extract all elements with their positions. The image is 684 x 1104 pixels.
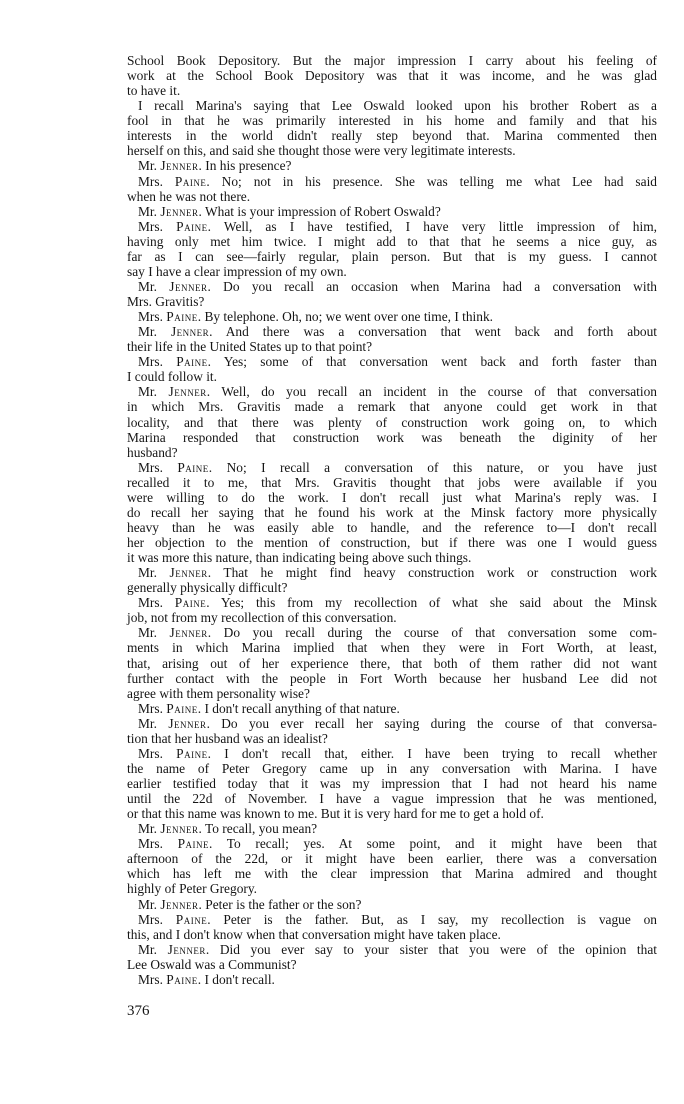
line-text: husband? [127, 444, 178, 460]
line-text: the name of Peter Gregory came up in any conversation with Marina. I have [127, 760, 657, 776]
text-line [127, 821, 657, 836]
text-line [127, 881, 657, 896]
text-line [127, 671, 657, 686]
line-text: Marina responded that construction work was beneath the diginity of her [127, 429, 657, 445]
speaker-label: Mr. Jenner. [138, 896, 206, 912]
text-line [127, 174, 657, 189]
text-line [127, 912, 657, 927]
text-line [127, 189, 657, 204]
text-line [127, 716, 657, 731]
speaker-label: Mrs. Paine. [138, 218, 224, 234]
speaker-name: Jenner [167, 941, 206, 957]
text-line [127, 701, 657, 716]
text-line [127, 550, 657, 565]
text-line [127, 113, 657, 128]
line-text: recalled it to me, that Mrs. Gravitis thought that jobs were available if you [127, 474, 657, 490]
speaker-label: Mr. Jenner. [138, 158, 206, 174]
speaker-name: Paine [177, 836, 210, 852]
page-number: 376 [127, 1003, 150, 1019]
line-text: I could follow it. [127, 369, 218, 385]
text-line [127, 68, 657, 83]
line-text: having only met him twice. I might add to that that he seems a nice guy, as [127, 233, 657, 249]
line-text: I don't recall anything of that nature. [204, 700, 400, 716]
text-line [127, 972, 657, 987]
line-text: Do you recall an occasion when Marina had a conversation with [223, 278, 657, 294]
line-text: her objection to the mention of construction, but if there was one I would guess [127, 535, 657, 550]
text-line [127, 897, 657, 912]
line-text: That he might find heavy construction work or construction work [223, 565, 657, 581]
speaker-label: Mr. Jenner. [138, 384, 222, 400]
speaker-title: Mrs. [138, 459, 178, 475]
speaker-paragraph [127, 354, 657, 384]
line-text: to have it. [127, 83, 181, 99]
text-line [127, 761, 657, 776]
speaker-name: Paine [176, 745, 208, 761]
text-line [127, 53, 657, 68]
line-text: further contact with the people in Fort Worth because her husband Lee did not [127, 670, 657, 686]
text-line [127, 158, 657, 173]
line-text: generally physically difficult? [127, 580, 288, 596]
speaker-title: Mr. [138, 278, 170, 294]
speaker-paragraph [127, 595, 657, 625]
text-line [127, 640, 657, 655]
speaker-paragraph [127, 897, 657, 912]
speaker-paragraph [127, 219, 657, 279]
speaker-label: Mrs. Paine. [138, 459, 227, 475]
line-text: Well, do you recall an incident in the course of that conversation [221, 384, 657, 400]
text-line [127, 83, 657, 98]
speaker-name: Paine [166, 971, 198, 987]
text-line [127, 957, 657, 972]
speaker-label: Mr. Jenner. [138, 565, 224, 581]
line-text: work at the School Book Depository was that it was income, and he was glad [127, 68, 657, 84]
speaker-label: Mrs. Paine. [138, 911, 224, 927]
line-text: or that this name was known to me. But it is very hard for me to get a hold of. [127, 806, 544, 822]
speaker-label: Mr. Jenner. [138, 324, 226, 340]
line-text: Do you recall during the course of that conversation some com- [223, 625, 658, 641]
speaker-label: Mr. Jenner. [138, 203, 206, 219]
speaker-paragraph [127, 746, 657, 821]
text-line [127, 927, 657, 942]
text-line [127, 942, 657, 957]
line-text: School Book Depository. But the major impression I carry about his feeling of [127, 53, 657, 68]
speaker-name: Paine [176, 218, 208, 234]
speaker-title: Mr. [138, 384, 169, 400]
text-line [127, 234, 657, 249]
speaker-paragraph [127, 565, 657, 595]
speaker-paragraph [127, 279, 657, 309]
speaker-name: Jenner [169, 565, 208, 581]
text-line [127, 219, 657, 234]
text-line [127, 686, 657, 701]
line-text: tion that her husband was an idealist? [127, 730, 328, 746]
line-text: say I have a clear impression of my own. [127, 263, 347, 279]
speaker-title: Mrs. [138, 911, 176, 927]
line-text: their life in the United States up to that point? [127, 339, 373, 355]
speaker-paragraph [127, 309, 657, 324]
speaker-label: Mrs. Paine. [138, 595, 221, 611]
line-text: until the 22d of November. I have a vague impression that he was mentioned, [127, 791, 657, 807]
text-line [127, 580, 657, 595]
speaker-title: Mrs. [138, 173, 175, 189]
text-line [127, 836, 657, 851]
text-line [127, 520, 657, 535]
text-line [127, 565, 657, 580]
line-text: do recall her saying that he found his work at the Minsk factory more physically [127, 504, 657, 520]
text-line [127, 128, 657, 143]
speaker-label: Mr. Jenner. [138, 941, 220, 957]
text-line [127, 731, 657, 746]
speaker-paragraph [127, 158, 657, 173]
text-line [127, 98, 657, 113]
speaker-title: Mrs. [138, 354, 177, 370]
speaker-name: Paine [177, 459, 209, 475]
line-text: locality, and that there was plenty of construction work going on, to which [127, 414, 657, 430]
speaker-title: Mrs. [138, 595, 175, 611]
text-line [127, 249, 657, 264]
line-text: No; I recall a conversation of this nature, or you have just [226, 459, 657, 475]
line-text: Mrs. Gravitis? [127, 294, 205, 309]
line-text: were willing to do the work. I don't recall just what Marina's reply was. I [127, 489, 657, 505]
speaker-paragraph [127, 174, 657, 204]
text-line [127, 415, 657, 430]
speaker-title: Mrs. [138, 218, 177, 234]
speaker-paragraph [127, 972, 657, 987]
speaker-paragraph [127, 836, 657, 896]
text-line [127, 430, 657, 445]
speaker-label: Mr. Jenner. [138, 821, 206, 837]
line-text: And there was a conversation that went back and forth about [225, 324, 657, 340]
speaker-paragraph [127, 324, 657, 354]
speaker-paragraph [127, 912, 657, 942]
speaker-name: Paine [166, 700, 198, 716]
speaker-label: Mrs. Paine. [138, 700, 205, 716]
speaker-label: Mr. Jenner. [138, 625, 224, 641]
speaker-paragraph [127, 204, 657, 219]
line-text: highly of Peter Gregory. [127, 881, 258, 897]
speaker-name: Jenner [169, 278, 208, 294]
text-line [127, 610, 657, 625]
text-line [127, 806, 657, 821]
line-text: I don't recall. [204, 971, 275, 987]
speaker-label: Mrs. Paine. [138, 309, 205, 325]
line-text: Peter is the father. But, as I say, my recollection is vague on [223, 911, 658, 927]
speaker-paragraph [127, 821, 657, 836]
line-text: afternoon of the 22d, or it might have been earlier, there was a conversation [127, 851, 657, 867]
text-line [127, 143, 657, 158]
speaker-title: Mrs. [138, 700, 167, 716]
speaker-label: Mrs. Paine. [138, 971, 205, 987]
line-text: No; not in his presence. She was telling me what Lee had said [221, 173, 657, 189]
text-line [127, 339, 657, 354]
speaker-title: Mr. [138, 565, 170, 581]
text-line [127, 445, 657, 460]
text-line [127, 324, 657, 339]
speaker-name: Paine [175, 911, 208, 927]
speaker-name: Jenner [160, 203, 199, 219]
speaker-paragraph [127, 942, 657, 972]
line-text: I don't recall that, either. I have been trying to recall whether [224, 745, 657, 761]
line-text: Did you ever say to your sister that you were of the opinion that [219, 941, 657, 957]
line-text: herself on this, and said she thought those were very legitimate interests. [127, 143, 516, 159]
speaker-name: Paine [166, 309, 198, 325]
line-text: Yes; this from my recollection of what she said about the Minsk [220, 595, 657, 611]
speaker-label: Mr. Jenner. [138, 715, 222, 731]
speaker-title: Mr. [138, 715, 169, 731]
text-line [127, 475, 657, 490]
speaker-label: Mrs. Paine. [138, 745, 225, 761]
speaker-paragraph [127, 716, 657, 746]
speaker-name: Jenner [160, 821, 199, 837]
text-line [127, 851, 657, 866]
speaker-title: Mr. [138, 896, 161, 912]
speaker-title: Mr. [138, 324, 171, 340]
line-text: fool in that he was primarily interested in his home and family and that his [127, 113, 657, 129]
text-line [127, 866, 657, 881]
line-text: earlier testified today that it was my impression that I had not heard his name [127, 776, 657, 791]
text-line [127, 505, 657, 520]
speaker-title: Mr. [138, 821, 161, 837]
text-line [127, 595, 657, 610]
line-text: it was more this nature, than indicating being above such things. [127, 550, 472, 566]
line-text: By telephone. Oh, no; we went over one time, I think. [204, 309, 494, 325]
line-text: this, and I don't know when that conversation might have taken place. [127, 926, 501, 942]
speaker-paragraph [127, 701, 657, 716]
line-text: Yes; some of that conversation went back and forth faster than [223, 354, 658, 370]
text-line [127, 535, 657, 550]
speaker-title: Mrs. [138, 836, 178, 852]
text-line [127, 791, 657, 806]
paragraph [127, 98, 657, 158]
line-text: To recall; yes. At some point, and it might have been that [226, 836, 657, 852]
text-line [127, 776, 657, 791]
line-text: Do you ever recall her saying during the course of that conversa- [221, 715, 657, 731]
text-line [127, 354, 657, 369]
text-line [127, 656, 657, 671]
text-line [127, 490, 657, 505]
speaker-paragraph [127, 625, 657, 700]
line-text: interests in the world didn't really step beyond that. Marina commented then [127, 128, 657, 144]
speaker-name: Jenner [160, 896, 199, 912]
line-text: Lee Oswald was a Communist? [127, 956, 297, 972]
text-line [127, 384, 657, 399]
text-line [127, 625, 657, 640]
line-text: heavy than he was easily able to handle, and the reference to—I don't recall [127, 519, 657, 535]
line-text: I recall Marina's saying that Lee Oswald looked upon his brother Robert as a [138, 98, 657, 114]
speaker-title: Mr. [138, 203, 161, 219]
speaker-label: Mrs. Paine. [138, 836, 227, 852]
line-text: when he was not there. [127, 188, 251, 204]
speaker-name: Jenner [160, 158, 199, 174]
text-line [127, 309, 657, 324]
speaker-name: Paine [176, 354, 208, 370]
line-text: which has left me with the clear impression that Marina admired and thought [127, 866, 657, 882]
line-text: far as I can see—fairly regular, plain person. But that is my guess. I cannot [127, 248, 657, 264]
speaker-name: Jenner [169, 625, 208, 641]
text-line [127, 264, 657, 279]
line-text: What is your impression of Robert Oswald? [205, 203, 441, 219]
speaker-label: Mrs. Paine. [138, 354, 224, 370]
testimony-text [127, 53, 657, 987]
speaker-title: Mr. [138, 941, 168, 957]
line-text: job, not from my recollection of this conversation. [127, 610, 397, 626]
speaker-paragraph [127, 460, 657, 565]
speaker-name: Jenner [170, 324, 210, 340]
line-text: In his presence? [205, 158, 292, 174]
speaker-title: Mrs. [138, 745, 177, 761]
line-text: ments in which Marina implied that when they were in Fort Worth, at least, [127, 640, 657, 656]
text-line [127, 460, 657, 475]
text-line [127, 279, 657, 294]
speaker-label: Mr. Jenner. [138, 278, 224, 294]
text-line [127, 746, 657, 761]
speaker-paragraph [127, 384, 657, 459]
line-text: agree with them personality wise? [127, 685, 310, 701]
speaker-name: Jenner [168, 384, 207, 400]
speaker-title: Mr. [138, 158, 161, 174]
speaker-name: Jenner [168, 715, 207, 731]
text-line [127, 294, 657, 309]
speaker-name: Paine [174, 173, 207, 189]
line-text: in which Mrs. Gravitis made a remark that anyone could get work in that [127, 399, 657, 415]
text-line [127, 204, 657, 219]
text-line [127, 399, 657, 414]
speaker-name: Paine [174, 595, 207, 611]
speaker-title: Mrs. [138, 309, 167, 325]
speaker-label: Mrs. Paine. [138, 173, 222, 189]
line-text: To recall, you mean? [205, 821, 318, 837]
line-text: Well, as I have testified, I have very little impression of him, [223, 218, 657, 234]
line-text: Peter is the father or the son? [205, 896, 362, 912]
line-text: that, arising out of her experience there, that both of them rather did not want [127, 655, 657, 671]
paragraph [127, 53, 657, 98]
speaker-title: Mr. [138, 625, 170, 641]
text-line [127, 369, 657, 384]
speaker-title: Mrs. [138, 971, 167, 987]
